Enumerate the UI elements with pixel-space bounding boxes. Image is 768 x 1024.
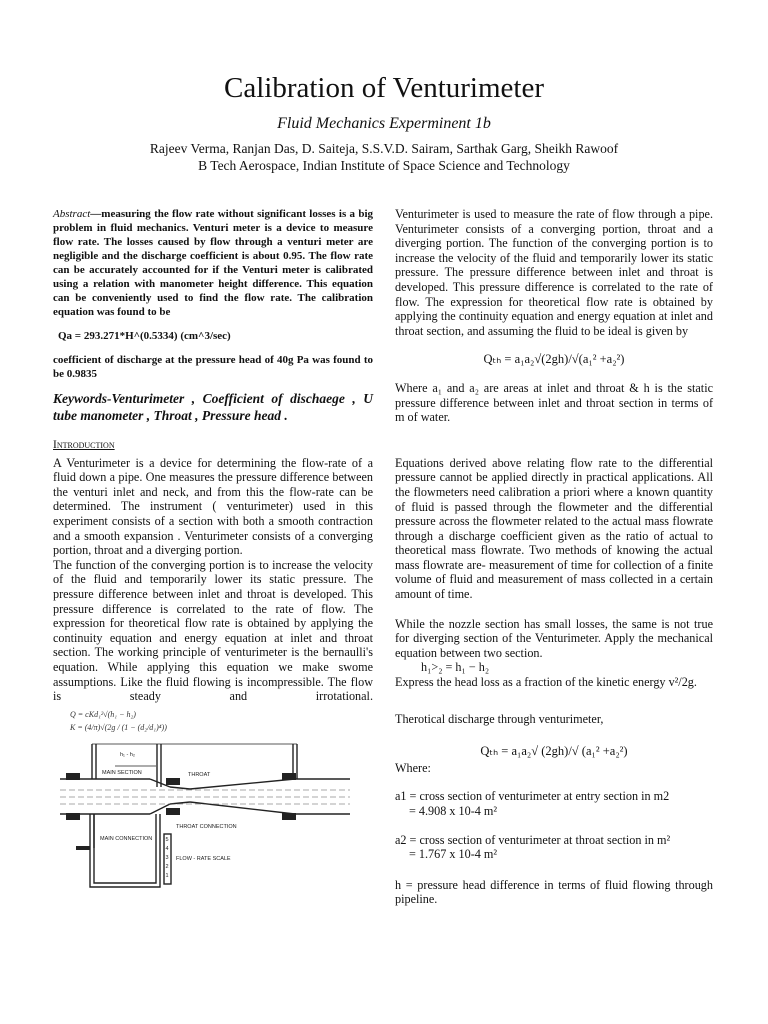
equation-qth-2: Qₜₕ = a₁a₂√ (2gh)/√ (a₁² +a₂²) [480,744,628,759]
intro-paragraph-2: The function of the converging portion is to increase the velocity of the fluid and temporarily lower its static pressure. The pressure difference between inlet and throat is developed. This pressure difference is correlated to the rate of flow. The expression for theoretical flow rate is obtained by applying the continuity equation and energy equation at inlet and throat section. The working principle of venturimeter is the bernaulli's equation. While applying this equation we make swome assumptions. Like the fluid flowing is incompressible. The flow is steady and irrotational. [53,557,373,704]
scale-mark: 5 [165,836,169,843]
scale-mark: 1 [165,872,169,879]
affiliation: B Tech Aerospace, Indian Institute of Space Science and Technology [198,158,570,173]
left-column [53,207,373,892]
scale-mark: 4 [165,845,169,852]
right-paragraph-1: Venturimeter is used to measure the rate of flow through a pipe. Venturimeter consists of a converging portion, throat and a diverging portion. The function of the converging portion is to increase the velocity of the fluid and temporarily lower its static pressure. The pressure difference between inlet and throat is developed. This pressure difference is correlated to the rate of flow. The expression for theoretical flow rate is obtained by applying the continuity equation and energy equation at inlet and throat section, and assuming the fluid to be ideal is given by [395,207,713,338]
calibration-equation: Qa = 293.271*H^(0.5334) (cm^3/sec) [58,330,231,342]
keywords: Keywords-Venturimeter , Coefficient of dischaege , U tube manometer , Throat , Pressure head . [53,391,373,423]
a2-value: = 1.767 x 10-4 m² [409,847,498,862]
a1-definition [395,789,713,818]
authors: Rajeev Verma, Ranjan Das, D. Saiteja, S.S.V.D. Sairam, Sarthak Garg, Sheikh Rawoof [149,141,619,156]
intro-paragraph-1: A Venturimeter is a device for determining the flow-rate of a fluid down a pipe. One measures the pressure difference between the venturi inlet and neck, and from this the flow-rate can be determined. The instrument ( venturimeter) used in this experiment consists of a section with both a smooth contraction and a smooth expansion . Venturimeter consists of a converging portion, throat and a diverging portion. [53,455,373,558]
intro-heading: Introduction [53,439,115,451]
author-block [0,140,768,174]
discharge-note: coefficient of discharge at the pressure head of 40g Pa was found to be 0.9835 [53,354,373,380]
paper-subtitle: Fluid Mechanics Experminent 1b [277,115,491,132]
right-paragraph-3: Equations derived above relating flow rate to the differential pressure cannot be applied directly in practical applications. All the flowmeters need calibration a priori where a known quantity of fluid is passed through the flowmeter and the differential pressure across the flowmeter related to the actual mass flowrate through a discharge coefficient given as the ratio of actual to theoretical mass flowrate. Two methods of knowing the actual mass flowrate are- measurement of time for collection of a finite volume of fluid and measurement of mass collected in a certain amount of time. [395,455,713,602]
label-throat-connection: THROAT CONNECTION [176,823,237,830]
abstract-text: —measuring the flow rate without significant losses is a big problem in fluid mechanics. Venturi meter is a device to measure flow rate. The losses caused by flow through a venturi meter are negligible and the discharge coefficient is about 0.95. The flow rate can be accurately accounted for if the Venturi meter is calibrated using a relation with manometer height difference. This equation can be conveniently used to find the flow rate. The calibration equation was found to be [53,208,373,318]
a2-definition [395,833,713,862]
label-flow-rate-scale: FLOW - RATE SCALE [176,855,231,862]
label-throat: THROAT [188,771,211,778]
intro-body [53,456,373,704]
right-column [395,207,713,907]
figure-eq-k: K = (4/π)√(2g / (1 − (d₂/d₁)⁴)) [70,722,167,732]
right-paragraph-4: While the nozzle section has small losses, the same is not true for diverging section of the Venturimeter. Apply the mechanical equation between two section. [395,616,713,660]
paper-title: Calibration of Venturimeter [224,72,544,104]
abstract [53,207,373,319]
label-main-section: MAIN SECTION [102,769,142,776]
venturimeter-drawing [60,742,350,892]
right-paragraph-5: Express the head loss as a fraction of the kinetic energy v²/2g. [395,675,697,690]
label-h: h₁ - h₂ [120,751,135,758]
where-label: Where: [395,760,431,775]
equation-qth-1: Qₜₕ = a₁a₂√(2gh)/√(a₁² +a₂²) [483,352,625,367]
a1-value: = 4.908 x 10-4 m² [409,804,498,818]
scale-mark: 2 [165,863,169,870]
a1-def: a1 = cross section of venturimeter at entry section in m2 [395,789,670,804]
h-definition: h = pressure head difference in terms of fluid flowing through pipeline. [395,877,713,907]
venturimeter-diagram [60,742,350,892]
a2-def: a2 = cross section of venturimeter at throat section in m² [395,832,671,847]
right-paragraph-2: Where a₁ and a₂ are areas at inlet and throat & h is the static pressure difference between inlet and throat section in terms of m of water. [395,380,713,425]
right-paragraph-6: Therotical discharge through venturimeter, [395,711,604,726]
equation-head-loss: h₁>₂ = h₁ − h₂ [421,660,490,675]
figure-equations [53,708,373,734]
figure-eq-q: Q = cKd₁²√(h₁ − h₂) [70,709,136,719]
scale-mark: 3 [165,854,169,861]
label-main-connection: MAIN CONNECTION [100,835,153,842]
abstract-label: Abstract [53,208,91,220]
